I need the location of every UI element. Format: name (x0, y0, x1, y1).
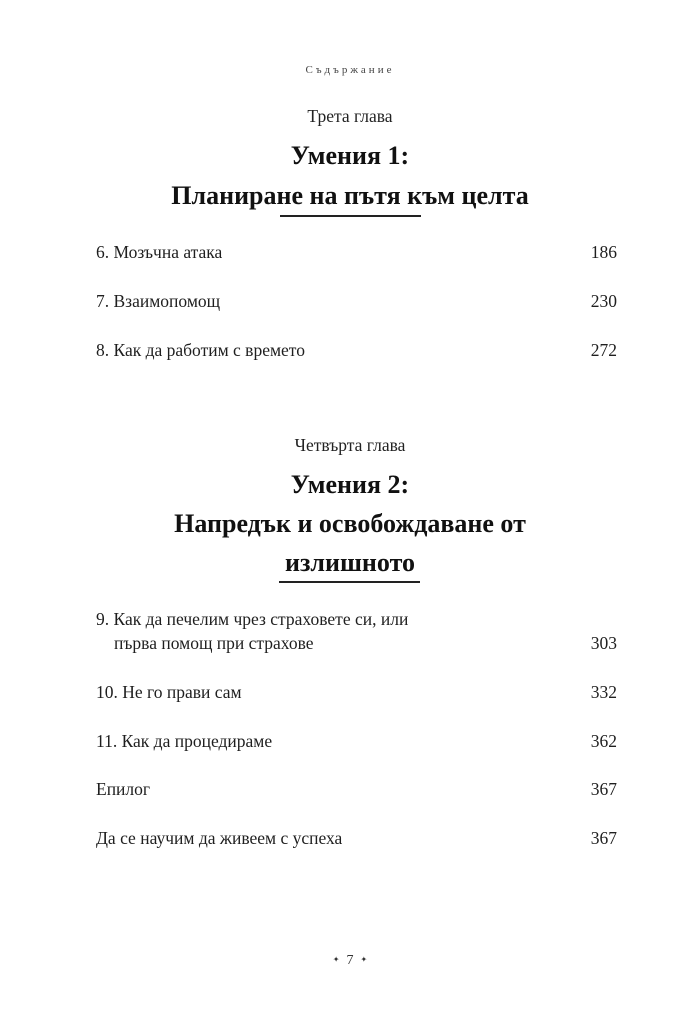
ornament-icon: ✦ (332, 955, 340, 964)
chapter-title-line3: излишното (284, 548, 415, 577)
toc-entry-page: 230 (590, 291, 617, 311)
chapter-label: Трета глава (307, 106, 393, 126)
toc-entry-title: 11. Как да процедираме (96, 731, 273, 751)
toc-entry-title: Да се научим да живеем с успеха (96, 828, 343, 848)
title-underline-rule (279, 581, 420, 583)
toc-entry-page: 186 (590, 242, 617, 262)
chapter-title-line2: Планиране на пътя към целта (171, 181, 529, 210)
toc-entry-title: Епилог (96, 779, 151, 799)
toc-entry-title: 8. Как да работим с времето (96, 340, 305, 360)
toc-entry-title: 10. Не го прави сам (96, 682, 242, 702)
page-number: 7 (346, 953, 354, 968)
toc-entry-title-continuation: първа помощ при страхове (114, 633, 314, 653)
toc-entry[interactable] (96, 607, 617, 655)
chapter-title-line1: Умения 2: (290, 470, 410, 499)
running-head: Съдържание (305, 64, 395, 76)
chapter-title-line1: Умения 1: (290, 141, 410, 170)
toc-entry-title: 7. Взаимопомощ (96, 291, 221, 311)
ornament-icon: ✦ (360, 955, 368, 964)
toc-entry-title: 9. Как да печелим чрез страховете си, или (96, 609, 409, 629)
page-folio (0, 953, 700, 969)
toc-entry-title: 6. Мозъчна атака (96, 242, 223, 262)
toc-entry-page: 362 (590, 731, 617, 751)
toc-entry-page: 367 (590, 779, 617, 799)
toc-entry-page: 332 (590, 682, 617, 702)
toc-entry-page: 367 (590, 828, 617, 848)
title-underline-rule (280, 215, 421, 217)
chapter-title-line2: Напредък и освобождаване от (174, 509, 526, 538)
chapter-label: Четвърта глава (294, 435, 406, 455)
toc-entry-page: 303 (590, 633, 617, 653)
toc-entry-page: 272 (590, 340, 617, 360)
